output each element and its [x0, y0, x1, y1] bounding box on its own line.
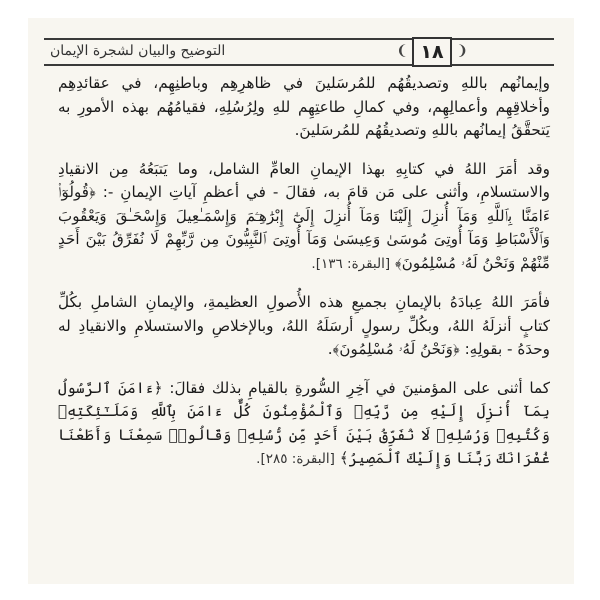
paragraph-2-text: وقد أمَرَ اللهُ في كتابِهِ بهذا الإيمانِ العامِّ الشامل، وما يَتبَعُهُ مِن الانقيادِ والاستسلامِ، وأثنى على مَن قامَ به، فقالَ - في أعظمِ آياتِ الإيمانِ -: [58, 159, 550, 201]
paragraph-4-text: كما أثنى على المؤمنينَ في آخِرِ السُّورةِ بالقيامِ بذلك فقالَ: [169, 378, 551, 397]
book-title: التوضيح والبيان لشجرة الإيمان [50, 43, 226, 59]
header-rule-bottom [44, 64, 554, 66]
paragraph-2 [58, 158, 550, 277]
verse-285: ﴿ءَامَنَ ٱلرَّسُولُ بِمَآ أُنزِلَ إِلَيْهِ مِن رَّبِّهِۦ وَٱلْمُؤْمِنُونَ كُلٌّ ءَامَنَ بِٱللَّهِ وَمَلَـٰٓئِكَتِهِۦ وَكُتُبِهِۦ وَرُسُلِهِۦ لَا نُفَرِّقُ بَيْنَ أَحَدٍ مِّن رُّسُلِهِۦ وَقَالُوا۟ سَمِعْنَا وَأَطَعْنَا غُفْرَانَكَ رَبَّنَا وَإِلَيْكَ ٱلْمَصِيرُ﴾ [58, 378, 550, 467]
verse-136: ﴿قُولُوٓا۟ ءَامَنَّا بِٱللَّهِ وَمَآ أُنزِلَ إِلَيْنَا وَمَآ أُنزِلَ إِلَىٰٓ إِبْرَٰهِـۧمَ وَإِسْمَـٰعِيلَ وَإِسْحَـٰقَ وَيَعْقُوبَ وَٱلْأَسْبَاطِ وَمَآ أُوتِىَ مُوسَىٰ وَعِيسَىٰ وَمَآ أُوتِىَ ٱلنَّبِيُّونَ مِن رَّبِّهِمْ لَا نُفَرِّقُ بَيْنَ أَحَدٍ مِّنْهُمْ وَنَحْنُ لَهُۥ مُسْلِمُونَ﴾ [58, 183, 550, 272]
verse-muslimun: ﴿وَنَحْنُ لَهُۥ مُسْلِمُونَ﴾. [327, 340, 460, 358]
page-body [58, 72, 550, 572]
verse-285-reference: [البقرة: ٢٨٥]. [256, 451, 335, 467]
ornament-right-icon: ❩ [456, 43, 468, 59]
page-number-box [412, 37, 452, 67]
paragraph-3-text: فأمَرَ اللهُ عِبادَهُ بالإيمانِ بجميعِ هذه الأُصولِ العظيمةِ، والإيمانِ الشاملِ بكُلِّ كتابٍ أنزلَهُ اللهُ، وبكُلِّ رسولٍ أرسَلَهُ اللهُ، وبالإخلاصِ والاستسلامِ والانقيادِ له وحدَهُ - بقولِهِ: [58, 293, 550, 358]
paragraph-1: وإيمانُهم باللهِ وتصديقُهُم للمُرسَلينَ في ظاهرِهِم وباطنِهِم، في عقائدِهِم وأخلاقِهِم وأعمالِهِم، وفي كمالِ طاعتِهِم للهِ ولِرُسُلِهِ، فقيامُهُم بهذه الأمورِ به يَتحقَّقُ إيمانُهم باللهِ وتصديقُهُم للمُرسَلينَ. [58, 74, 550, 139]
paragraph-4 [58, 377, 550, 472]
verse-136-reference: [البقرة: ١٣٦]. [311, 255, 391, 272]
ornament-left-icon: ❨ [396, 43, 408, 59]
running-header [44, 38, 554, 66]
page-number: ١٨ [420, 41, 444, 63]
paragraph-3 [58, 291, 550, 362]
